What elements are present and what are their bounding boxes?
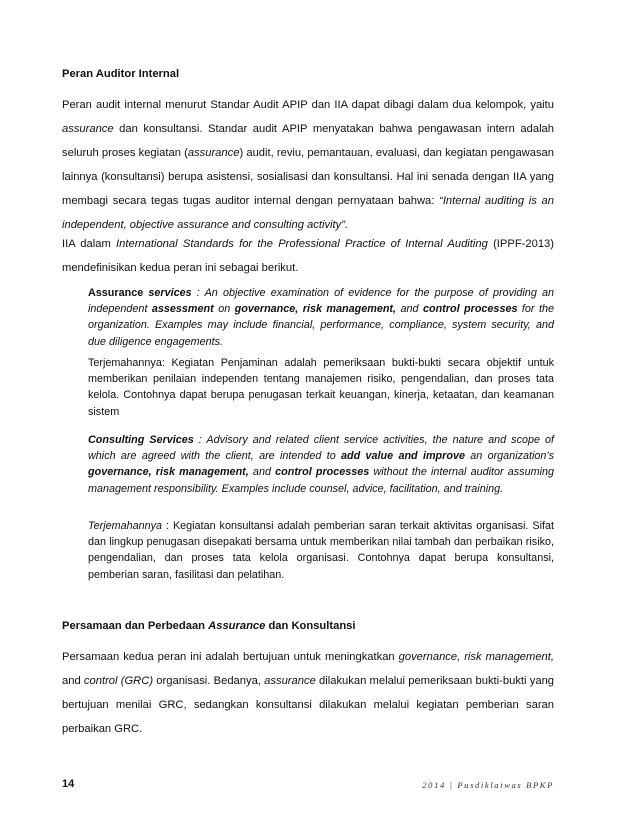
section-title-persamaan bbox=[62, 620, 356, 632]
text-italic: Terjemahannya bbox=[88, 520, 163, 532]
text: Persamaan dan Perbedaan bbox=[62, 620, 209, 632]
text-bold-italic: control processes bbox=[275, 466, 370, 479]
footer-publisher: 2014 | Pusdiklatwas BPKP bbox=[422, 780, 554, 790]
text: dan konsultansi. Standar audit APIP menyatakan bahwa pengawasan intern adalah seluruh proses kegiatan ( bbox=[62, 123, 554, 159]
text: : Kegiatan konsultansi adalah pemberian saran terkait aktivitas organisasi. Sifat dan lingkup penugasan disepakati bersama untuk memberikan nilai tambah dan perbaikan risiko, pengendalian, dan proses tata kelola organisasi. Contohnya dapat berupa konsultansi, pemberian saran, fasilitasi dan pelatihan. bbox=[88, 520, 554, 581]
text: : Advisory and related client service activities, the nature and scope of which are agreed with the client, are intended to bbox=[88, 434, 554, 463]
text: for the organization. Examples may include financial, performance, compliance, system security, and due diligence engagements. bbox=[88, 303, 555, 348]
text: and bbox=[396, 303, 423, 316]
text: (IPPF-2013) mendefinisikan kedua peran ini sebagai berikut. bbox=[62, 238, 555, 274]
text: without the internal auditor assuming management responsibility. Examples include counsel, advice, facilitation, and training. bbox=[88, 466, 555, 495]
quote-iia: “Internal auditing is an independent, objective assurance and consulting activity”. bbox=[62, 195, 555, 231]
consulting-definition bbox=[88, 432, 554, 497]
text: dilakukan melalui pemeriksaan bukti-bukti yang bertujuan menilai GRC, sedangkan konsultansi dilakukan melalui kegiatan pemberian saran perbaikan GRC. bbox=[62, 675, 555, 735]
text: an organization’s bbox=[464, 450, 554, 463]
text-bold-italic: services bbox=[148, 287, 192, 299]
text: and bbox=[62, 675, 84, 687]
text: and bbox=[248, 466, 276, 479]
text: on bbox=[213, 303, 235, 316]
text-italic: assurance bbox=[187, 147, 240, 159]
paragraph-persamaan bbox=[62, 645, 554, 741]
text-bold-italic: governance, risk management, bbox=[88, 466, 249, 479]
text-italic: International Standards for the Professional Practice of Internal Auditing bbox=[116, 238, 488, 250]
text: dan Konsultansi bbox=[265, 620, 356, 632]
term-consulting: Consulting Services bbox=[88, 434, 194, 446]
consulting-translation bbox=[88, 518, 554, 583]
text: : An objective examination of evidence for the purpose of providing an independent bbox=[88, 287, 554, 316]
text: ) audit, reviu, pemantauan, evaluasi, dan kegiatan pengawasan lainnya (konsultansi) berupa asistensi, sosialisasi dan konsultansi. Hal ini senada dengan IIA yang membagi secara tegas tugas auditor internal dengan pernyataan bahwa: bbox=[62, 147, 554, 207]
term-assurance: Assurance bbox=[88, 287, 144, 299]
text-bold-italic: add value and improve bbox=[341, 450, 465, 463]
paragraph-peran-audit bbox=[62, 93, 554, 237]
section-title-peran-auditor: Peran Auditor Internal bbox=[62, 68, 180, 80]
paragraph-iia-ippf bbox=[62, 232, 554, 280]
text: Persamaan kedua peran ini adalah bertujuan untuk meningkatkan bbox=[62, 651, 399, 663]
text-bold-italic: control processes bbox=[422, 303, 518, 316]
text: IIA dalam bbox=[62, 238, 117, 250]
text-italic: governance, risk management, bbox=[398, 651, 554, 663]
assurance-definition bbox=[88, 285, 554, 350]
text: organisasi. Bedanya, bbox=[153, 675, 265, 687]
text-italic: control (GRC) bbox=[83, 675, 154, 687]
text-italic: assurance bbox=[62, 123, 114, 135]
assurance-translation: Terjemahannya: Kegiatan Penjaminan adalah pemeriksaan bukti-bukti secara objektif untuk memberikan penilaian independen tentang manajemen risiko, pengendalian, dan proses tata kelola. Contohnya dapat berupa penugasan terkait keuangan, kinerja, ketaatan, dan keamanan sistem bbox=[88, 357, 554, 418]
page-number: 14 bbox=[62, 778, 75, 790]
text-bold-italic: governance, risk management, bbox=[234, 303, 397, 316]
text-italic: Assurance bbox=[208, 620, 266, 632]
text: Peran audit internal menurut Standar Audit APIP dan IIA dapat dibagi dalam dua kelompok, yaitu bbox=[62, 99, 554, 111]
text-bold-italic: assessment bbox=[151, 303, 214, 316]
text-italic: assurance bbox=[264, 675, 316, 687]
